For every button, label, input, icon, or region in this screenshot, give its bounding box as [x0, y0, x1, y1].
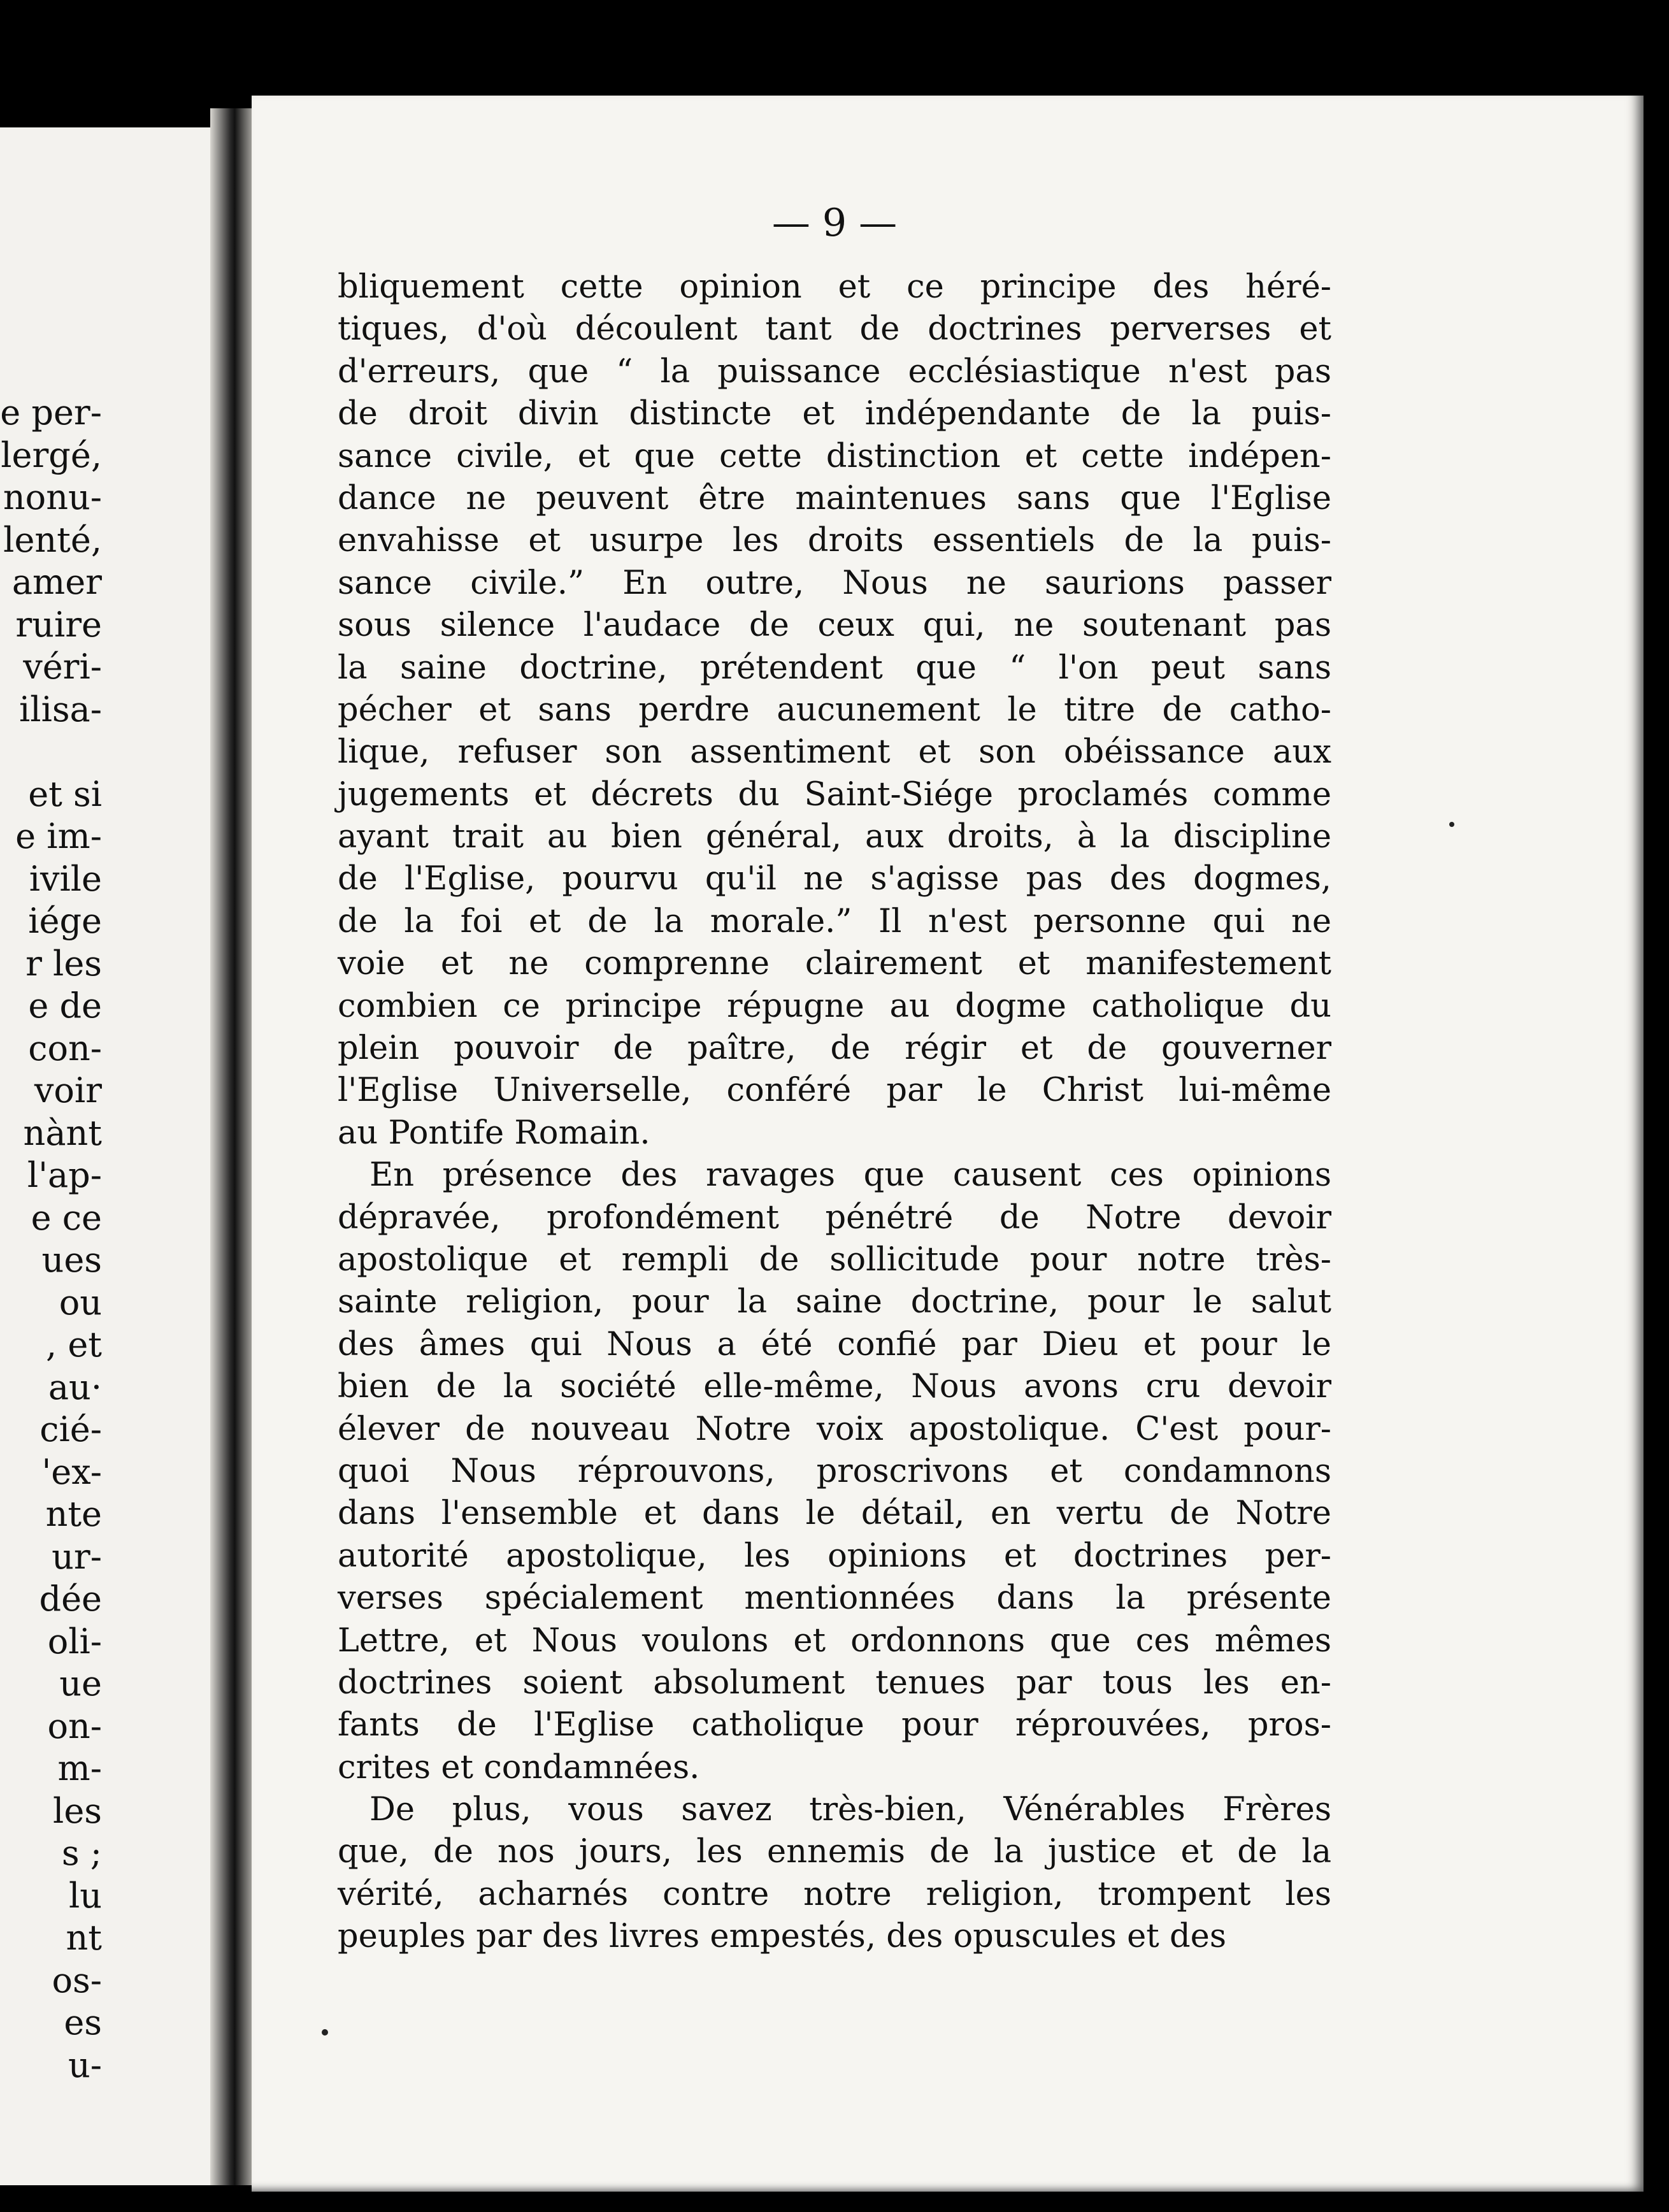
left-page-fragment-line: e per-	[0, 392, 102, 433]
left-page-fragment-line: , et	[46, 1325, 102, 1365]
text-line: tiques, d'où découlent tant de doctrines perverses et	[338, 310, 1331, 348]
left-page-fragment-line: ue	[59, 1663, 102, 1704]
text-line: élever de nouveau Notre voix apostolique. C'est pour-	[338, 1410, 1331, 1448]
ink-speck	[1449, 822, 1454, 827]
page-number: — 9 —	[771, 201, 898, 245]
left-page-fragment-line: amer	[11, 562, 102, 602]
left-page-fragment-line: véri-	[23, 647, 102, 687]
text-line: quoi Nous réprouvons, proscrivons et condamnons	[338, 1452, 1331, 1490]
text-line: autorité apostolique, les opinions et doctrines per-	[338, 1537, 1331, 1575]
text-line: sance civile, et que cette distinction et cette indépen-	[338, 437, 1331, 475]
text-line: sance civile.” En outre, Nous ne saurions passer	[338, 564, 1331, 602]
body-text	[338, 266, 1331, 1958]
left-page-fragment-line: ivile	[29, 858, 102, 899]
left-page-text-fragments	[0, 392, 102, 2086]
left-page-fragment-line: ilisa-	[19, 689, 102, 729]
left-page-fragment-line: l'ap-	[27, 1155, 102, 1195]
left-page-fragment-line: es	[64, 2002, 102, 2043]
text-line: de la foi et de la morale.” Il n'est personne qui ne	[338, 902, 1331, 940]
left-page-fragment-line: iége	[28, 901, 102, 941]
left-page-fragment-line: nte	[45, 1494, 102, 1534]
left-page-fragment-line: cié-	[39, 1409, 102, 1449]
text-line: doctrines soient absolument tenues par tous les en-	[338, 1663, 1331, 1702]
text-line: de l'Eglise, pourvu qu'il ne s'agisse pas des dogmes,	[338, 860, 1331, 898]
text-line: ayant trait au bien général, aux droits, à la discipline	[338, 818, 1331, 856]
left-page-fragment-line: on-	[47, 1706, 102, 1746]
left-page-fragment-line: 'ex-	[41, 1451, 102, 1492]
left-page-fragment-line: voir	[34, 1070, 102, 1110]
left-page-fragment-line: et si	[28, 773, 102, 814]
left-page-fragment-line: lu	[68, 1875, 102, 1916]
text-line: vérité, acharnés contre notre religion, trompent les	[338, 1875, 1331, 1913]
text-line: dans l'ensemble et dans le détail, en vertu de Notre	[338, 1495, 1331, 1533]
left-page-fragment-line: ruire	[15, 604, 102, 645]
text-line: sous silence l'audace de ceux qui, ne soutenant pas	[338, 607, 1331, 645]
left-page-fragment-line: e de	[28, 986, 102, 1026]
book-gutter	[210, 108, 255, 2185]
left-page-fragment-line: nt	[66, 1918, 102, 1958]
left-page-fragment-line: nànt	[23, 1112, 102, 1153]
text-line: lique, refuser son assentiment et son obéissance aux	[338, 733, 1331, 772]
text-line: que, de nos jours, les ennemis de la justice et de la	[338, 1833, 1331, 1871]
left-page-fragment-line: u-	[68, 2044, 102, 2085]
text-line: d'erreurs, que “ la puissance ecclésiastique n'est pas	[338, 352, 1331, 391]
left-page-fragment-line: dée	[39, 1579, 102, 1619]
left-page-fragment-line: m-	[57, 1748, 102, 1788]
left-page-fragment-line: e ce	[31, 1197, 102, 1238]
left-page-fragment-line: con-	[28, 1028, 102, 1068]
left-page-fragment-line: ues	[41, 1240, 102, 1280]
left-facing-page	[0, 127, 242, 2185]
text-line: plein pouvoir de paître, de régir et de gouverner	[338, 1030, 1331, 1068]
ink-speck	[322, 2029, 328, 2036]
left-page-fragment-line: oli-	[47, 1621, 102, 1662]
text-line: des âmes qui Nous a été confié par Dieu et pour le	[338, 1325, 1331, 1363]
text-line: De plus, vous savez très-bien, Vénérables Frères	[369, 1791, 1331, 1829]
text-line: la saine doctrine, prétendent que “ l'on peut sans	[338, 649, 1331, 687]
text-line: au Pontife Romain.	[338, 1114, 650, 1152]
text-line: voie et ne comprenne clairement et manifestement	[338, 945, 1331, 983]
text-line: bliquement cette opinion et ce principe des héré-	[338, 268, 1331, 306]
left-page-fragment-line: os-	[52, 1960, 102, 2000]
text-line: apostolique et rempli de sollicitude pour notre très-	[338, 1240, 1331, 1279]
left-page-fragment-line: nonu-	[3, 477, 102, 517]
left-page-fragment-line: r les	[25, 943, 102, 984]
text-line: Lettre, et Nous voulons et ordonnons que ces mêmes	[338, 1621, 1331, 1660]
text-line: fants de l'Eglise catholique pour réprouvées, pros-	[338, 1706, 1331, 1744]
text-line: crites et condamnées.	[338, 1748, 700, 1786]
text-line: dépravée, profondément pénétré de Notre devoir	[338, 1198, 1331, 1237]
text-line: verses spécialement mentionnées dans la présente	[338, 1579, 1331, 1618]
left-page-fragment-line: les	[53, 1790, 102, 1831]
left-page-fragment-line: lenté,	[3, 519, 102, 560]
left-page-fragment-line	[0, 731, 102, 773]
text-line: de droit divin distincte et indépendante de la puis-	[338, 395, 1331, 433]
left-page-fragment-line: e im-	[15, 816, 102, 856]
text-line: dance ne peuvent être maintenues sans que l'Eglise	[338, 479, 1331, 517]
text-line: pécher et sans perdre aucunement le titre de catho-	[338, 691, 1331, 729]
text-line: combien ce principe répugne au dogme catholique du	[338, 987, 1331, 1025]
text-line: peuples par des livres empestés, des opuscules et des	[338, 1918, 1227, 1956]
text-line: bien de la société elle-même, Nous avons cru devoir	[338, 1368, 1331, 1406]
text-line: envahisse et usurpe les droits essentiels de la puis-	[338, 522, 1331, 560]
left-page-fragment-line: lergé,	[1, 434, 102, 475]
left-page-fragment-line: s ;	[61, 1833, 102, 1873]
left-page-fragment-line: au·	[48, 1367, 102, 1407]
text-line: sainte religion, pour la saine doctrine, pour le salut	[338, 1283, 1331, 1321]
text-line: En présence des ravages que causent ces opinions	[369, 1156, 1331, 1195]
text-line: jugements et décrets du Saint-Siége proclamés comme	[338, 775, 1331, 814]
text-line: l'Eglise Universelle, conféré par le Christ lui-même	[338, 1072, 1331, 1110]
left-page-fragment-line: ur-	[52, 1536, 102, 1577]
left-page-fragment-line: ou	[59, 1282, 102, 1323]
